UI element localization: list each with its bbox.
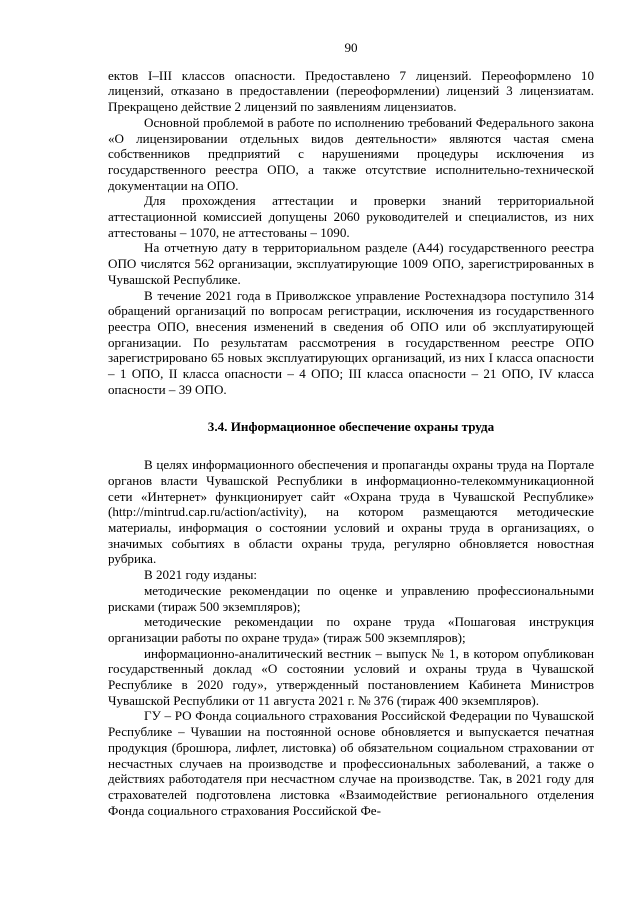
list-item: информационно-аналитический вестник – выпуск № 1, в котором опубликован государственный доклад «О состоянии условий и охраны труда в Чувашской Республике в 2020 году», утвержденный постановлением Кабинета Министров Чувашской Республики от 11 августа 2021 г. № 376 (тираж 400 экземпляров). [108, 645, 594, 708]
paragraph-opo-registry: На отчетную дату в территориальном разделе (А44) государственного реестра ОПО числятся 562 организации, эксплуатирующие 1009 ОПО, зарегистрированных в Чувашской Республике. [108, 240, 594, 287]
list-item: методические рекомендации по оценке и управлению профессиональными рисками (тираж 500 экземпляров); [108, 582, 594, 614]
paragraph-published-intro: В 2021 году изданы: [144, 567, 258, 583]
page-number: 90 [344, 40, 358, 55]
paragraph-licenses-continued: ектов I–III классов опасности. Предоставлено 7 лицензий. Переоформлено 10 лицензий, отказано в предоставлении (переоформлении) лицензий 3 лицензиатам. Прекращено действие 2 лицензий по заявлениям лицензиатов. [108, 67, 594, 115]
paragraph-info-portal: В целях информационного обеспечения и пропаганды охраны труда на Портале органов власти Чувашской Республики в информационно-телекоммуникационной сети «Интернет» функционирует сайт «Охрана труда в Чувашской Республике» (http://mintrud.cap.ru/action/activity), на котором размещаются методические материалы, информация о состоянии условий и охраны труда в организациях, о значимых событиях в области охраны труда, регулярно обновляется новостная рубрика. [108, 457, 594, 567]
paragraph-fss: ГУ – РО Фонда социального страхования Российской Федерации по Чувашской Республике – Чувашии на постоянной основе обновляется и выпускается печатная продукция (брошюра, лифлет, листовка) об обязательном социальном страховании от несчастных случаев на производстве и профессиональных заболеваний, а также о действиях работодателя при несчастном случае на производстве. Так, в 2021 году для страхователей подготовлена листовка «Взаимодействие регионального отделения Фонда социального страхования Российской Фе- [108, 708, 594, 818]
list-item: методические рекомендации по охране труда «Пошаговая инструкция организации работы по охране труда» (тираж 500 экземпляров); [108, 614, 594, 645]
section-heading: 3.4. Информационное обеспечение охраны труда [207, 419, 495, 435]
paragraph-appeals: В течение 2021 года в Приволжское управление Ростехнадзора поступило 314 обращений организаций по вопросам регистрации, исключения из государственного реестра ОПО, внесения изменений в сведения об ОПО или об эксплуатирующей организации. По результатам рассмотрения в государственном реестре ОПО зарегистрировано 65 новых эксплуатирующих организаций, из них I класса опасности – 1 ОПО, II класса опасности – 4 ОПО; III класса опасности – 21 ОПО, IV класса опасности – 39 ОПО. [108, 287, 594, 397]
paragraph-licensing-problems: Основной проблемой в работе по исполнению требований Федерального закона «О лицензировании отдельных видов деятельности» являются частая смена собственников предприятий с нарушениями процедуры исключения из государственного реестра ОПО, а также отсутствие исполнительно-технической документации на ОПО. [108, 114, 594, 193]
paragraph-attestation: Для прохождения аттестации и проверки знаний территориальной аттестационной комиссией допущены 2060 руководителей и специалистов, из них аттестованы – 1070, не аттестованы – 1090. [108, 193, 594, 240]
